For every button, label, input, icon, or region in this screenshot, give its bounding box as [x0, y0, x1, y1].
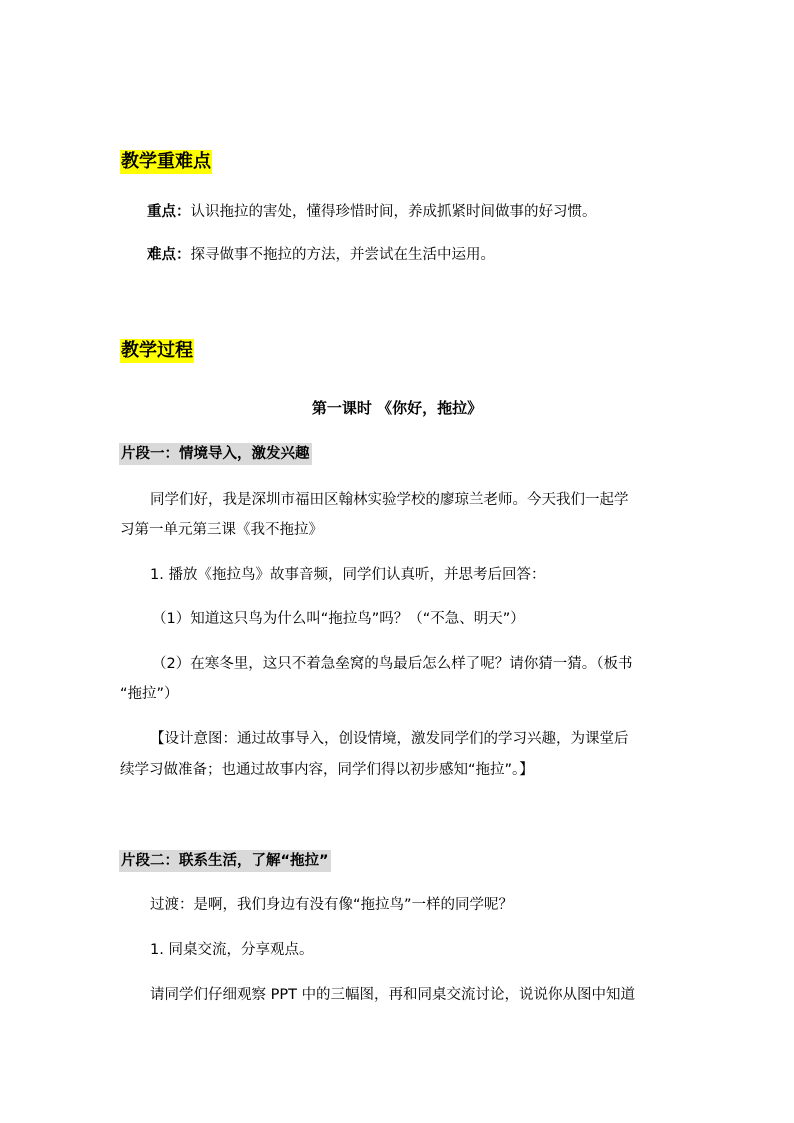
intro-line-1: 同学们好，我是深圳市福田区翰林实验学校的廖琼兰老师。今天我们一起学 [150, 492, 629, 508]
list-item-play-audio: 1. 播放《拖拉鸟》故事音频，同学们认真听，并思考后回答： [150, 567, 546, 583]
lesson-title: 第一课时 《你好，拖拉》 [311, 399, 483, 417]
transition-text: 过渡：是啊，我们身边有没有像“拖拉鸟”一样的同学呢？ [150, 897, 514, 913]
list-item-desk-exchange: 1. 同桌交流，分享观点。 [150, 942, 314, 958]
difficulty-label: 难点： [147, 247, 191, 263]
question-two-line-1: （2）在寒冬里，这只不着急垒窝的鸟最后怎么样了呢？请你猜一猜。（板书 [152, 656, 633, 672]
question-one: （1）知道这只鸟为什么叫“拖拉鸟”吗？（“不急、明天”） [152, 611, 525, 627]
intro-line-2: 习第一单元第三课《我不拖拉》 [120, 522, 323, 538]
section-heading-teaching-process: 教学过程 [121, 340, 193, 361]
key-point-paragraph [147, 201, 597, 223]
key-point-text: 认识拖拉的害处，懂得珍惜时间，养成抓紧时间做事的好习惯。 [190, 204, 597, 220]
design-intent-line-1: 【设计意图：通过故事导入，创设情境，激发同学们的学习兴趣，为课堂后 [150, 731, 629, 747]
section-heading-key-points: 教学重难点 [121, 151, 211, 172]
design-intent-line-2: 续学习做准备；也通过故事内容，同学们得以初步感知“拖拉”。】 [120, 762, 534, 778]
segment-one-title: 片段一：情境导入，激发兴趣 [119, 443, 312, 465]
difficulty-text: 探寻做事不拖拉的方法，并尝试在生活中运用。 [190, 247, 495, 263]
instruction-text: 请同学们仔细观察 PPT 中的三幅图，再和同桌交流讨论，说说你从图中知道 [150, 987, 636, 1003]
difficulty-paragraph [147, 244, 495, 266]
key-point-label: 重点： [147, 204, 191, 220]
question-two-line-2: “拖拉”） [120, 686, 179, 702]
segment-two-title: 片段二：联系生活，了解“拖拉” [119, 850, 331, 872]
